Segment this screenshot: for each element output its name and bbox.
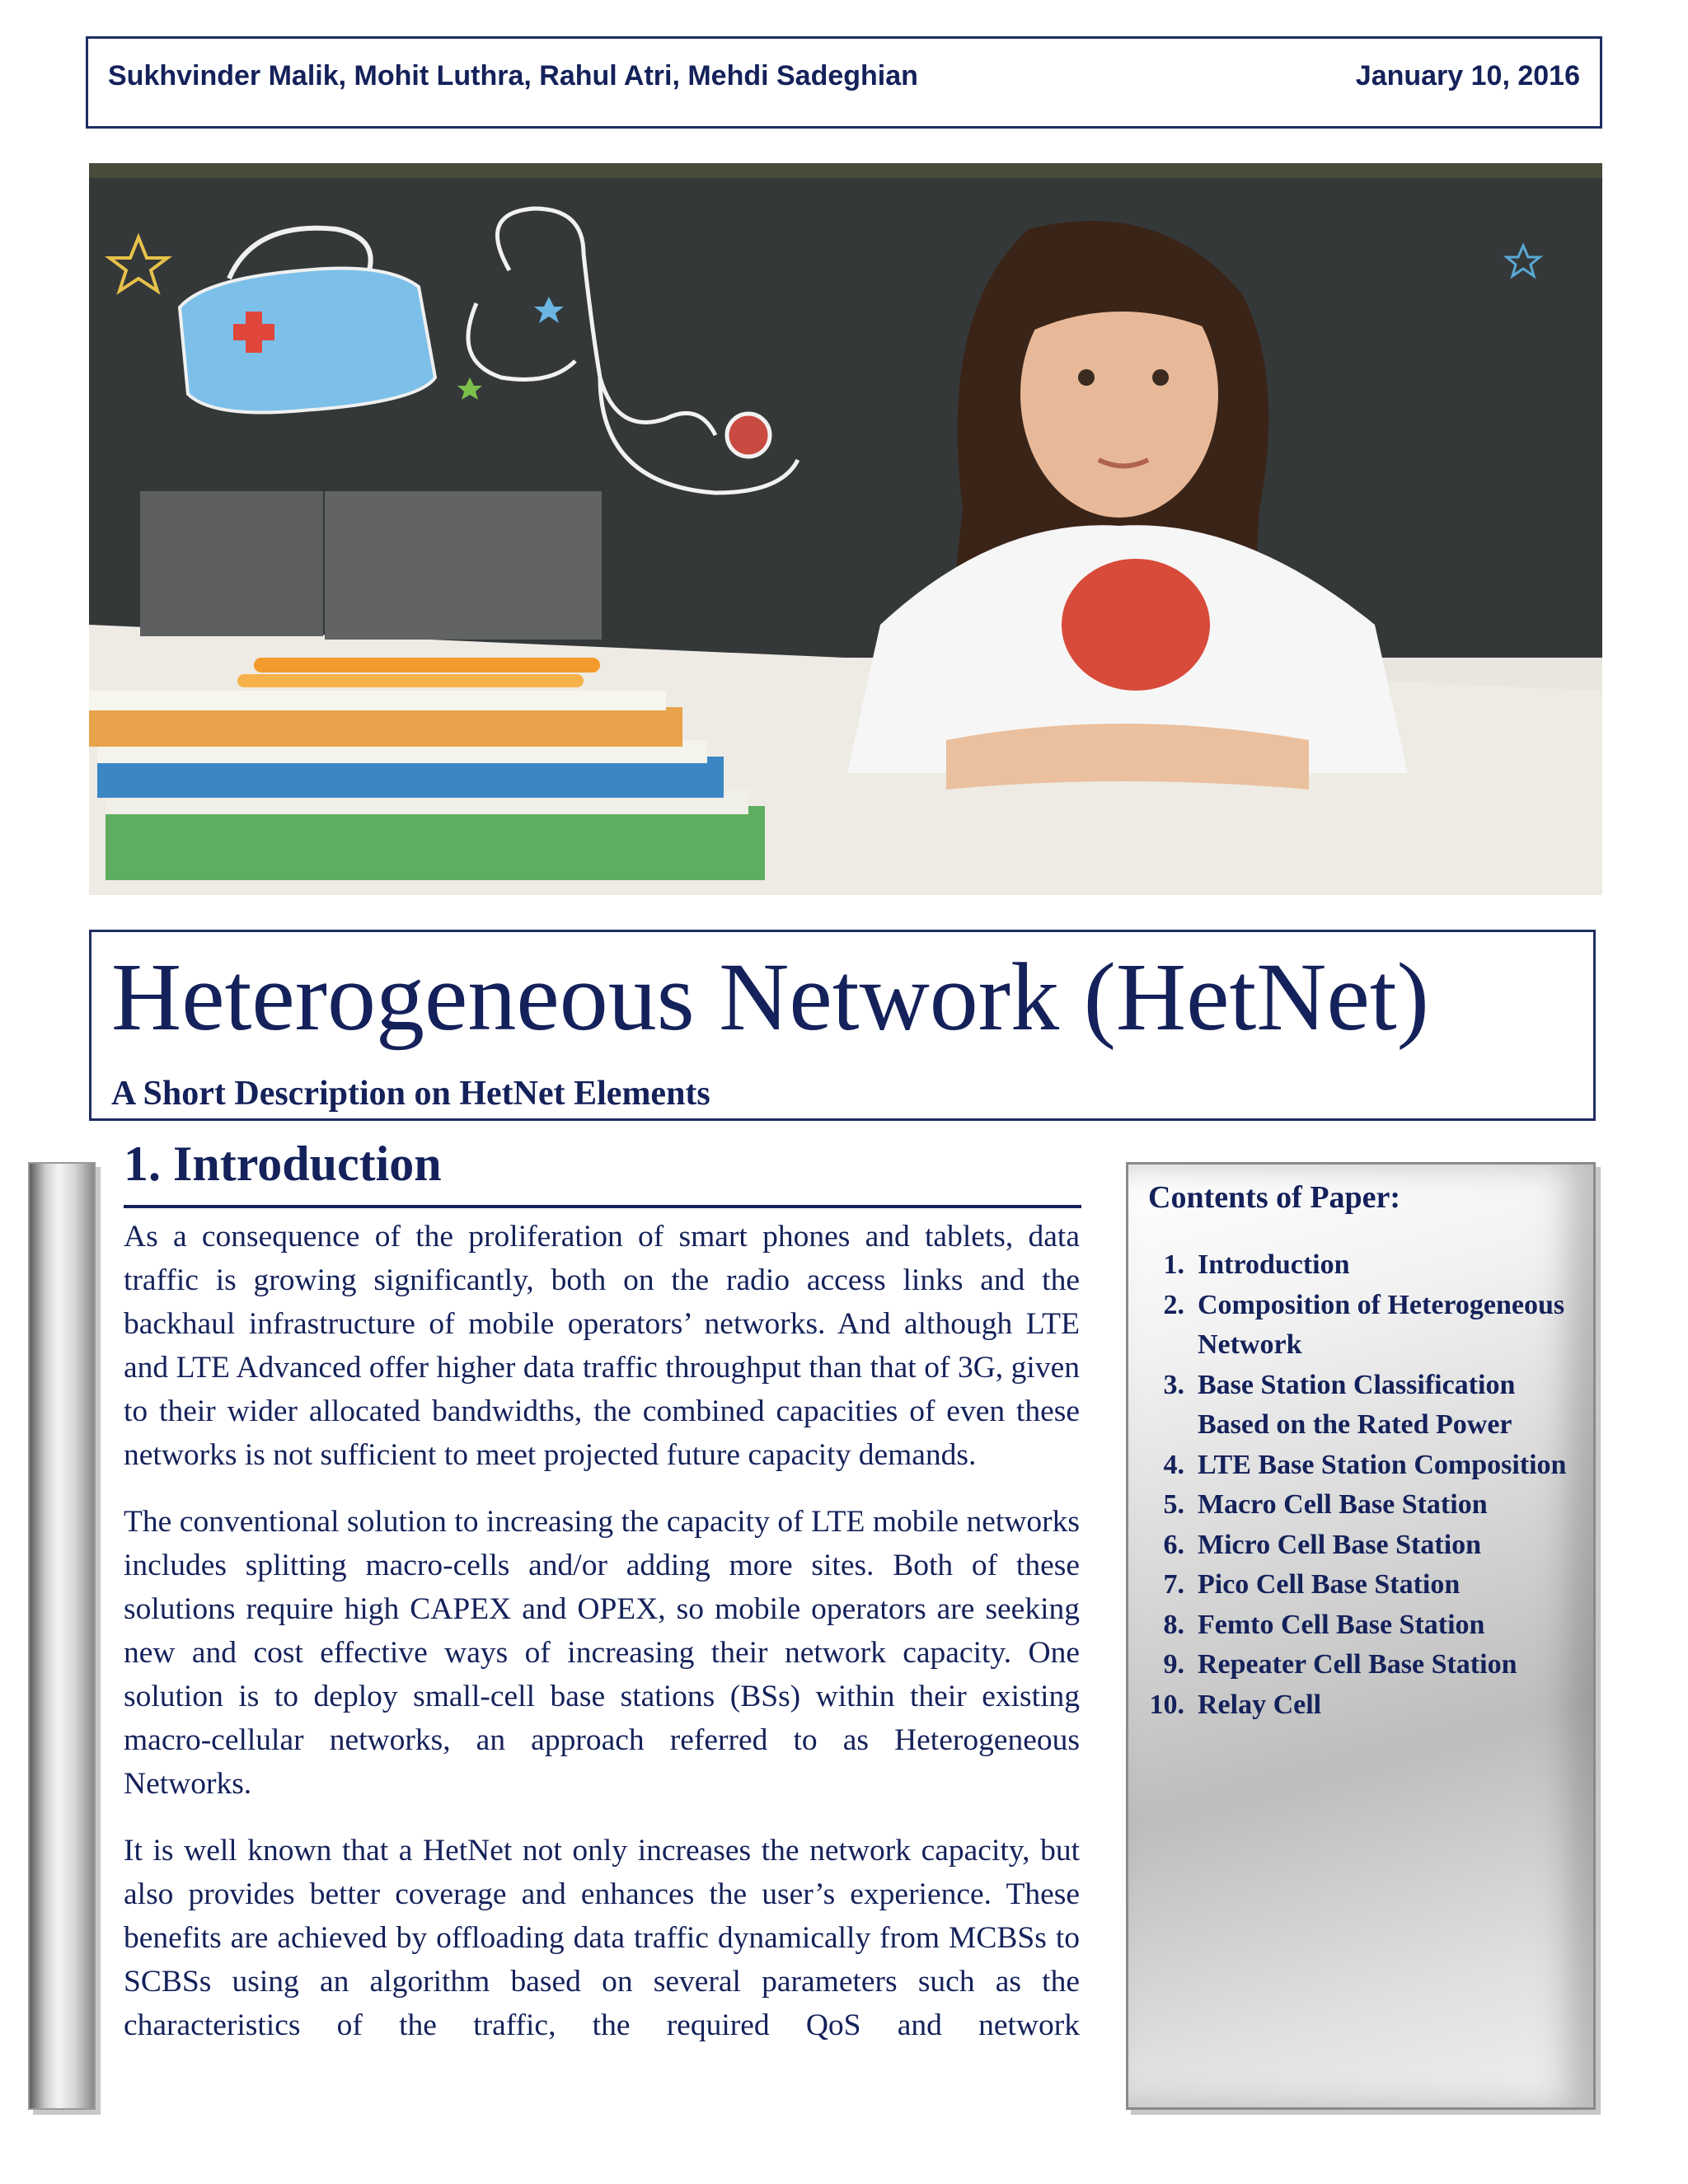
contents-item-number: 8.	[1163, 1609, 1184, 1640]
paragraph: As a consequence of the proliferation of smart phones and tablets, data traffic is growing significantly, both on the radio access links and the backhaul infrastructure of mobile operators’ networks. And although LTE and LTE Advanced offer higher data traffic throughput than that of 3G, given to their wider allocated bandwidths, the combined capacities of even these networks is not sufficient to meet projected future capacity demands.	[124, 1220, 1080, 1472]
contents-list	[1148, 1245, 1577, 1725]
hero-illustration	[89, 163, 1602, 895]
article-body	[124, 1215, 1080, 2070]
section-divider	[124, 1205, 1081, 1208]
section-heading: 1. Introduction	[124, 1137, 442, 1191]
contents-item-number: 5.	[1163, 1489, 1184, 1520]
contents-title: Contents of Paper:	[1148, 1180, 1401, 1215]
contents-item[interactable]	[1148, 1366, 1577, 1446]
hero-image	[89, 163, 1602, 895]
document-subtitle: A Short Description on HetNet Elements	[111, 1075, 710, 1113]
contents-item-label: Introduction	[1198, 1249, 1350, 1280]
contents-item[interactable]	[1148, 1485, 1577, 1526]
contents-item-label: Base Station Classification Based on the Rated Power	[1198, 1369, 1516, 1440]
contents-item-label: Repeater Cell Base Station	[1198, 1649, 1517, 1680]
contents-item-label: Pico Cell Base Station	[1198, 1569, 1461, 1600]
contents-item-label: Macro Cell Base Station	[1198, 1489, 1488, 1520]
contents-item[interactable]	[1148, 1526, 1577, 1566]
contents-sidebar	[1126, 1162, 1596, 2110]
contents-item-number: 10.	[1149, 1689, 1184, 1720]
authors: Sukhvinder Malik, Mohit Luthra, Rahul Atri, Mehdi Sadeghian	[108, 59, 918, 91]
contents-item-number: 7.	[1163, 1569, 1184, 1600]
book-stack-drawing	[89, 658, 765, 880]
contents-item-label: Relay Cell	[1198, 1689, 1322, 1720]
contents-item[interactable]	[1148, 1565, 1577, 1605]
contents-item[interactable]	[1148, 1645, 1577, 1685]
contents-item[interactable]	[1148, 1286, 1577, 1366]
publication-date: January 10, 2016	[1355, 59, 1580, 91]
contents-item-number: 2.	[1163, 1289, 1184, 1320]
page-header	[86, 36, 1602, 129]
contents-item-number: 1.	[1163, 1249, 1184, 1280]
contents-item[interactable]	[1148, 1245, 1577, 1286]
contents-item-label: Composition of Heterogeneous Network	[1198, 1289, 1565, 1360]
title-block	[89, 930, 1596, 1121]
contents-item[interactable]	[1148, 1446, 1577, 1486]
contents-item-label: LTE Base Station Composition	[1198, 1449, 1567, 1480]
paragraph: It is well known that a HetNet not only increases the network capacity, but also provides better coverage and enhances the user’s experience. These benefits are achieved by offloading data traffic dynamically from MCBSs to SCBSs using an algorithm based on several parameters such as the characteristics of the traffic, the required QoS and network	[124, 1834, 1080, 2042]
contents-item-number: 4.	[1163, 1449, 1184, 1480]
decorative-side-bar	[28, 1162, 96, 2110]
contents-item-label: Femto Cell Base Station	[1198, 1609, 1485, 1640]
contents-item-number: 9.	[1163, 1649, 1184, 1680]
document-title: Heterogeneous Network (HetNet)	[111, 943, 1429, 1051]
contents-item-number: 6.	[1163, 1529, 1184, 1560]
contents-item[interactable]	[1148, 1685, 1577, 1726]
contents-item-number: 3.	[1163, 1369, 1184, 1400]
paragraph: The conventional solution to increasing the capacity of LTE mobile networks includes splitting macro-cells and/or adding more sites. Both of these solutions require high CAPEX and OPEX, so mobile operators are seeking new and cost effective ways of increasing their network capacity. One solution is to deploy small-cell base stations (BSs) within their existing macro-cellular networks, an approach referred to as Heterogeneous Networks.	[124, 1505, 1080, 1801]
contents-item-label: Micro Cell Base Station	[1198, 1529, 1482, 1560]
contents-item[interactable]	[1148, 1605, 1577, 1646]
